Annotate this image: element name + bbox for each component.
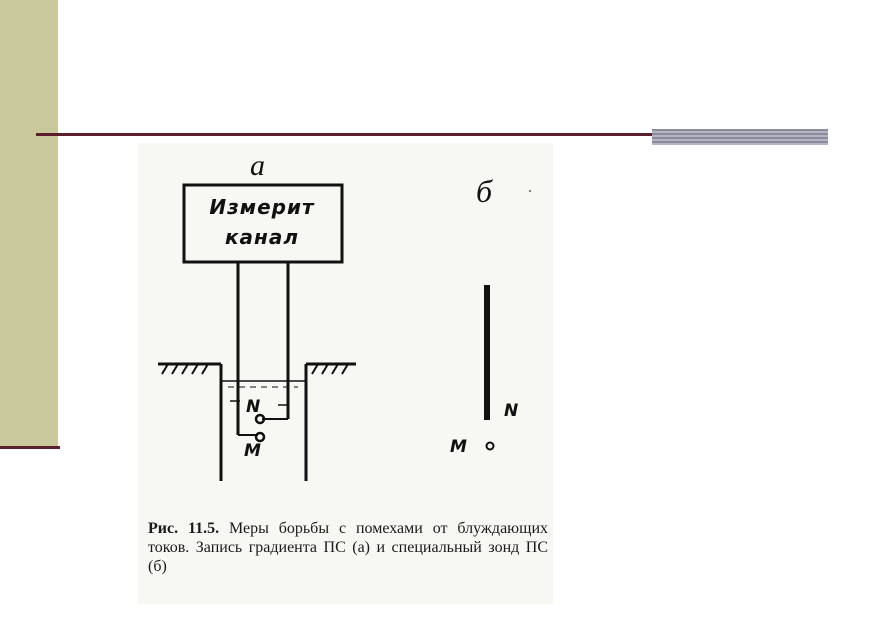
title-divider-accent xyxy=(652,129,828,145)
probe-label-m: M xyxy=(450,437,467,457)
box-label-line1: Измерит xyxy=(209,195,315,219)
electrode-m xyxy=(256,433,264,441)
panel-label-b: б xyxy=(476,173,493,209)
panel-label-a: а xyxy=(250,149,265,182)
box-label-line2: канал xyxy=(224,225,300,249)
electrode-label-m: M xyxy=(244,441,261,461)
probe-electrode-m xyxy=(487,443,494,450)
caption-number: Рис. 11.5. xyxy=(148,520,220,537)
side-accent-line xyxy=(0,446,60,449)
caption-text: Меры борьбы с помехами от блуждающих токов. Запись градиента ПС (а) и специальный зонд ПС (б) xyxy=(148,520,549,575)
figure-caption xyxy=(148,519,548,576)
probe-label-n: N xyxy=(504,401,519,421)
scanned-figure xyxy=(138,143,553,604)
scan-speck xyxy=(529,190,531,192)
side-accent-bar xyxy=(0,0,58,446)
electrode-label-n: N xyxy=(246,397,261,417)
